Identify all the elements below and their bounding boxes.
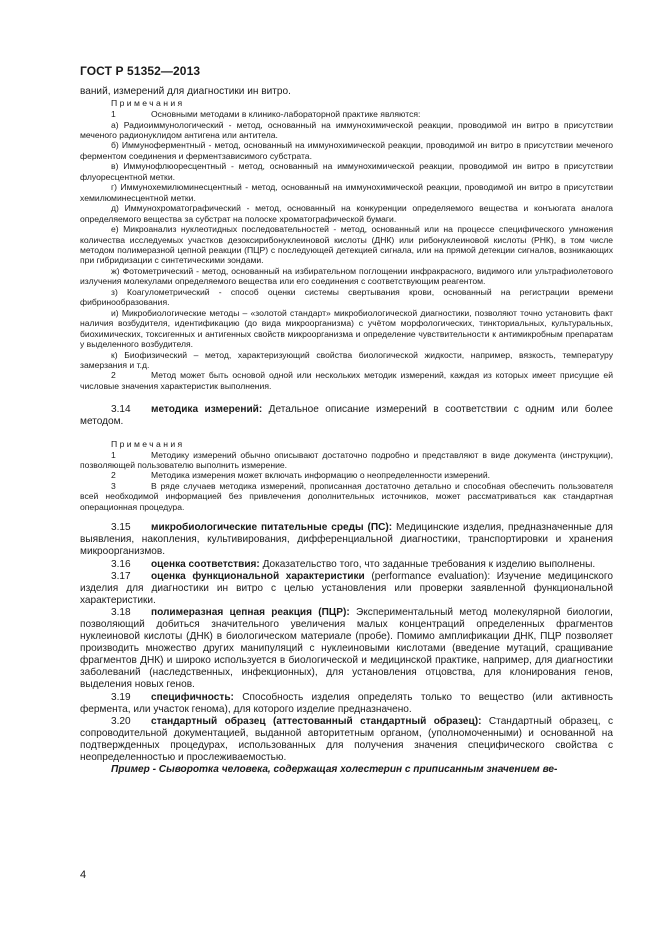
spacer [80,429,613,439]
example-text [80,764,613,776]
clause-number: 3.17 [111,570,131,582]
note-item [80,470,613,480]
clause-number: 3.16 [111,558,131,570]
note-text: Методику измерений обычно описывают достаточно подробно и представляют в виде документа (инструкции), позволяющей пользователю выполнить измерение. [80,449,613,470]
definition-text: Медицинские изделия, предназначенные для выявления, накопления, культивирования, дифференциальной диагностики, транспортировки и хранения микроорганизмов. [80,522,613,558]
note-text: Метод может быть основой одной или нескольких методик измерений, каждая из которых имеет присущие ей числовые значения характеристик выполнения. [80,370,613,391]
note-text: Основными методами в клинико-лабораторной практике являются: [151,109,421,120]
method-item: д) Иммунохроматографический - метод, основанный на конкуренции определяемого вещества и конъюгата аналога определяемого вещества за субстрат на полоске хроматографической бумаги. [80,203,613,224]
notes-label: Примечания [111,438,185,449]
clause-number: 3.15 [111,522,131,534]
note-item [80,370,613,391]
method-item: и) Микробиологические методы – «золотой стандарт» микробиологической диагностики, позволяют точно установить факт наличия возбудителя, идентификацию (до вида микроорганизма) с учётом морфологических, тинкториальных, культуральных, биохимических, токсигенных и антигенных свойств микроорганизма и определение чувствительности к антимикробным препаратам у выделенного возбудителя. [80,307,613,350]
clause-number: 3.19 [111,691,131,703]
clause-number: 3.14 [111,404,131,416]
method-item: б) Иммуноферментный - метод, основанный на иммунохимической реакции, проводимой ин витро в присутствии меченого ферментом соединения и ферментзависимого субстрата. [80,140,613,161]
note-number: 1 [111,449,116,460]
method-item: г) Иммунохемилюминесцентный - метод, основанный на иммунохимической реакции, проводимой ин витро в присутствии хемилюминесцентной метки. [80,182,613,203]
note-item [80,109,613,119]
spacer [80,391,613,404]
note-item [80,481,613,512]
note-number: 2 [111,370,116,381]
method-item: з) Коагулометрический - способ оценки системы свертывания крови, основанный на регистрации времени фибринообразования. [80,286,613,308]
definition-term: методика измерений: [151,404,263,416]
definition-term: оценка функциональной характеристики [151,570,365,582]
method-item: в) Иммунофлюоресцентный - метод, основанный на иммунохимической реакции, проводимой ин витро в присутствии флуоресцентной метки. [80,161,613,182]
definition-term: специфичность: [151,691,234,703]
method-item: ж) Фотометрический - метод, основанный на избирательном поглощении инфракрасного, видимого или ультрафиолетового излучения молекулами определяемого вещества или его соединения с соответствующим реагентом. [80,265,613,287]
definition-term: микробиологические питательные среды (ПС): [151,522,393,534]
note-text: В ряде случаев методика измерений, прописанная достаточно детально и способная обеспечить пользователя всей необходимой информацией без привлечения дополнительных источников, может рассматриваться как стандартная операционная процедура. [80,480,613,512]
note-number: 2 [111,470,116,481]
continuation-text: ваний, измерений для диагностики ин витро. [80,86,291,97]
note-number: 1 [111,109,116,120]
definition-3-17 [80,571,613,607]
example-content: Пример - Сыворотка человека, содержащая холестерин с приписанным значением ве- [111,764,558,776]
page-content [80,86,613,776]
spacer [80,512,613,522]
document-header: ГОСТ Р 51352—2013 [80,64,201,78]
definition-text: Экспериментальный метод молекулярной биологии, позволяющий добиться значительного увеличения малых концентраций определенных фрагментов нуклеиновой кислоты (ДНК) в биологическом материале (пробе). Помимо амплификации ДНК, ПЦР позволяет производить множество других манипуляций с нуклеиновыми кислотами (введение мутаций, сращивание фрагментов ДНК) и широко используется в биологической и медицинской практике, например, для диагностики заболеваний (наследственных, инфекционных), для установления отцовства, для клонирования генов, выделения новых генов. [80,606,613,691]
definition-term: полимеразная цепная реакция (ПЦР): [151,606,350,618]
definition-text: Стандартный образец, с сопроводительной документацией, выданной авторитетным органом, (уполномоченными) и основанной на подтвержденных процедурах, использованных для получения значения специфического свойства с неопределенностью и прослеживаемостью. [80,715,613,764]
definition-3-20 [80,716,613,764]
definition-3-18 [80,607,613,692]
note-number: 3 [111,480,116,491]
definition-text: (performance evaluation): Изучение медицинского изделия для диагностики ин витро с целью установления или проверки заявленной функциональной характеристики. [80,570,613,606]
definition-3-19 [80,692,613,716]
definition-term: стандартный образец (аттестованный стандартный образец): [151,715,482,727]
definition-3-15 [80,522,613,558]
definition-3-16 [80,559,613,571]
note-text: Методика измерения может включать информацию о неопределенности измерений. [151,470,491,481]
clause-number: 3.20 [111,715,131,727]
note-item [80,450,613,471]
clause-number: 3.18 [111,606,131,618]
method-item: е) Микроанализ нуклеотидных последовательностей - метод, основанный или на процессе специфического умножения количества исследуемых участков дезоксирибонуклеиновой кислоты (ДНК) или рибонуклеиновой кислоты (РНК), в том числе методом полимеразной цепной реакции (ПЦР) с последующей детекцией сигнала, или на прямой детекции сигналов, возникающих при гибридизации с синтетическими зондами. [80,224,613,266]
definition-text: Детальное описание измерений в соответствии с одним или более методом. [80,404,613,428]
method-item: к) Биофизический – метод, характеризующий свойства биологической жидкости, например, вязкость, температуру замерзания и т.д. [80,349,613,370]
definition-text: Доказательство того, что заданные требования к изделию выполнены. [262,558,596,570]
definition-text: Способность изделия определять только то вещество (или активность фермента, или участок генома), для которого изделие предназначено. [80,691,613,715]
method-item: а) Радиоиммунологический - метод, основанный на иммунохимической реакции, проводимой ин витро в присутствии меченого радионуклидом антигена или антитела. [80,119,613,140]
page-number: 4 [80,869,87,881]
definition-term: оценка соответствия: [151,558,260,570]
notes-label: Примечания [111,98,185,109]
definition-3-14 [80,404,613,428]
